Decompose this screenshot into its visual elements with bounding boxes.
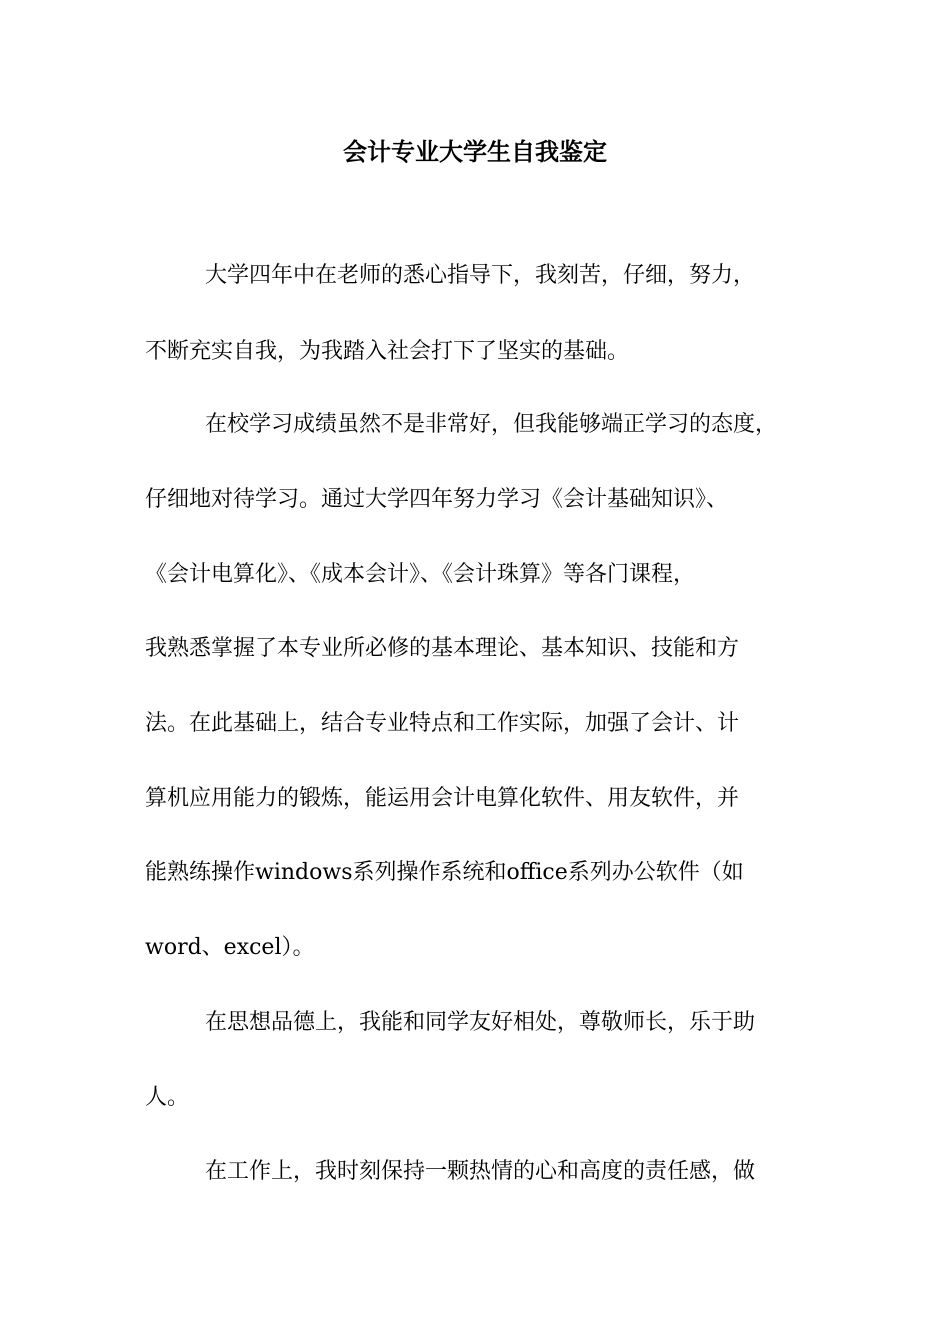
text-line: 仔细地对待学习。通过大学四年努力学习《会计基础知识》、	[145, 487, 729, 512]
text-line: 大学四年中在老师的悉心指导下，我刻苦，仔细，努力，	[205, 263, 756, 288]
text-line: 人。	[145, 1085, 190, 1110]
text-line: 《会计电算化》、《成本会计》、《会计珠算》等各门课程，	[145, 562, 696, 587]
text-line: word、excel）。	[145, 935, 315, 960]
text-line: 能熟练操作windows系列操作系统和office系列办公软件（如	[145, 860, 744, 885]
text-line: 在思想品德上，我能和同学友好相处，尊敬师长，乐于助	[205, 1010, 756, 1035]
text-line: 在校学习成绩虽然不是非常好，但我能够端正学习的态度，	[205, 412, 778, 437]
text-line: 在工作上，我时刻保持一颗热情的心和高度的责任感，做	[205, 1159, 756, 1184]
text-line: 我熟悉掌握了本专业所必修的基本理论、基本知识、技能和方	[145, 636, 740, 661]
text-line: 不断充实自我，为我踏入社会打下了坚实的基础。	[145, 339, 630, 364]
text-line: 算机应用能力的锻炼，能运用会计电算化软件、用友软件，并	[145, 786, 740, 811]
text-line: 法。在此基础上，结合专业特点和工作实际，加强了会计、计	[145, 711, 740, 736]
document-title: 会计专业大学生自我鉴定	[343, 138, 607, 166]
